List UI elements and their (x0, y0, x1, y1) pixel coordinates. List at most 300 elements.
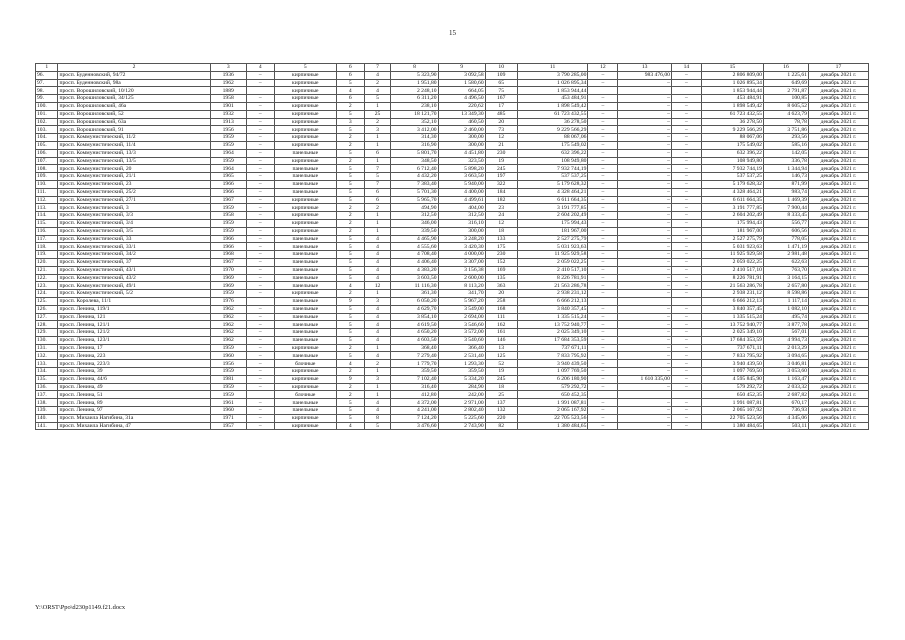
table-cell: 18 121,70 (391, 110, 438, 118)
table-cell: 78,78 (763, 118, 808, 126)
table-cell: 1 082,10 (763, 305, 808, 313)
table-cell: 8 113,20 (438, 282, 485, 290)
table-cell: 1964 (210, 165, 246, 173)
table-cell: декабрь 2021 г. (808, 219, 868, 227)
table-cell: 5 (364, 422, 391, 430)
table-cell: 5 965,70 (391, 196, 438, 204)
table-cell: – (618, 141, 672, 149)
table-row (36, 118, 869, 126)
table-cell: декабрь 2021 г. (808, 71, 868, 79)
table-cell: просп. Коммунистический, 3/5 (58, 227, 210, 235)
table-cell: декабрь 2021 г. (808, 422, 868, 430)
table-cell: 1 (364, 290, 391, 298)
table-cell: просп. Ленина, 119/1 (58, 305, 210, 313)
table-cell: 339,50 (391, 227, 438, 235)
table-cell: – (671, 360, 701, 368)
table-cell: – (246, 290, 274, 298)
table-cell: – (618, 290, 672, 298)
table-cell: – (588, 173, 618, 181)
table-cell: декабрь 2021 г. (808, 290, 868, 298)
table-cell: 316,40 (391, 383, 438, 391)
table-cell: 117. (36, 235, 58, 243)
table-cell: 20 (485, 118, 517, 126)
table-cell: – (618, 368, 672, 376)
table-cell: 312,50 (438, 212, 485, 220)
table-cell: 6 (364, 196, 391, 204)
table-cell: – (671, 266, 701, 274)
table-cell: 146 (485, 336, 517, 344)
table-cell: 4 (364, 87, 391, 95)
table-cell: 2 025 349,10 (701, 329, 763, 337)
table-cell: – (671, 227, 701, 235)
table-cell: 5 179 628,32 (517, 180, 588, 188)
table-cell: 5 (336, 196, 364, 204)
table-cell: – (246, 375, 274, 383)
table-cell: 556,77 (763, 219, 808, 227)
table-cell: 763,70 (763, 266, 808, 274)
table-row (36, 305, 869, 313)
table-cell: просп. Буденновский, 98а (58, 79, 210, 87)
table-cell: – (246, 79, 274, 87)
table-cell: кирпичные (274, 204, 336, 212)
table-cell: 2 (364, 204, 391, 212)
table-cell: 3 046,81 (763, 360, 808, 368)
table-cell: 323,50 (438, 157, 485, 165)
table-cell: – (246, 251, 274, 259)
table-cell: 2 (336, 204, 364, 212)
table-cell: 1 991 087,81 (517, 399, 588, 407)
table-cell: 2 410 517,10 (517, 266, 588, 274)
table-cell: 1 779,70 (391, 360, 438, 368)
table-cell: 2 (336, 134, 364, 142)
table-row (36, 297, 869, 305)
table-cell: 4 629,70 (391, 305, 438, 313)
table-cell: декабрь 2021 г. (808, 391, 868, 399)
table-cell: 5 (336, 79, 364, 87)
table-cell: 24 (485, 212, 517, 220)
table-cell: декабрь 2021 г. (808, 227, 868, 235)
header-cell: 1 (36, 64, 58, 72)
table-cell: просп. Коммунистический, 23 (58, 180, 210, 188)
table-cell: – (618, 274, 672, 282)
table-cell: 6 611 664,35 (517, 196, 588, 204)
table-cell: просп. Коммунистический, 34/2 (58, 251, 210, 259)
table-cell: декабрь 2021 г. (808, 282, 868, 290)
table-cell: – (246, 243, 274, 251)
table-cell: 1936 (210, 71, 246, 79)
table-cell: 3 572,00 (438, 329, 485, 337)
table-cell: 162 (485, 321, 517, 329)
table-cell: 3 940 439,50 (517, 360, 588, 368)
table-cell: 4 619,50 (391, 321, 438, 329)
table-cell: – (588, 188, 618, 196)
table-cell: 52 (485, 360, 517, 368)
table-cell: декабрь 2021 г. (808, 204, 868, 212)
table-cell: – (671, 126, 701, 134)
table-cell: 152 (485, 258, 517, 266)
table-cell: 4 (336, 87, 364, 95)
table-cell: – (671, 383, 701, 391)
table-cell: 2 657,80 (763, 282, 808, 290)
table-cell: – (246, 266, 274, 274)
table-cell: панельные (274, 235, 336, 243)
table-cell: 17 (485, 102, 517, 110)
table-cell: – (588, 399, 618, 407)
table-cell: 101. (36, 110, 58, 118)
table-cell: – (588, 282, 618, 290)
table-cell: 36 278,50 (517, 118, 588, 126)
table-cell: 131. (36, 344, 58, 352)
table-cell: – (246, 180, 274, 188)
table-cell: 2 (364, 360, 391, 368)
table-cell: кирпичные (274, 383, 336, 391)
table-cell: 120. (36, 258, 58, 266)
table-row (36, 102, 869, 110)
table-cell: 4 (364, 352, 391, 360)
table-cell: 1966 (210, 243, 246, 251)
table-row (36, 141, 869, 149)
table-cell: 3 (336, 118, 364, 126)
table-body (36, 71, 869, 430)
table-cell: 129. (36, 329, 58, 337)
table-cell: декабрь 2021 г. (808, 79, 868, 87)
table-cell: 133 (485, 235, 517, 243)
table-cell: 1958 (210, 95, 246, 103)
table-row (36, 313, 869, 321)
table-cell: 11 116,30 (391, 282, 438, 290)
table-cell: – (588, 118, 618, 126)
table-cell: 125 (485, 352, 517, 360)
table-cell: 175 549,02 (517, 141, 588, 149)
table-cell: – (671, 282, 701, 290)
table-cell: 2 (336, 102, 364, 110)
table-cell (588, 391, 618, 399)
table-cell: 4 400,00 (438, 188, 485, 196)
table-cell: 293,56 (763, 134, 808, 142)
table-cell: – (671, 375, 701, 383)
table-cell: – (588, 360, 618, 368)
table-cell: 5 (336, 352, 364, 360)
table-cell: – (588, 102, 618, 110)
table-cell: панельные (274, 243, 336, 251)
table-cell: 1959 (210, 368, 246, 376)
document-file-path: Y:\ORST\Ppo\d230p1149.f21.docx (35, 604, 126, 611)
table-row (36, 407, 869, 415)
header-cell: 11 (517, 64, 588, 72)
table-cell: 1 225,61 (763, 71, 808, 79)
table-cell: 6 (336, 95, 364, 103)
table-cell: 7 833 795,92 (701, 352, 763, 360)
table-cell: 3 092,58 (438, 71, 485, 79)
table-cell: – (246, 352, 274, 360)
table-cell: 2 410 517,10 (701, 266, 763, 274)
table-cell: панельные (274, 321, 336, 329)
table-cell: 122. (36, 274, 58, 282)
table-cell: 17 684 353,59 (517, 336, 588, 344)
table-cell: 1959 (210, 219, 246, 227)
header-cell: 15 (701, 64, 763, 72)
table-cell: – (246, 134, 274, 142)
table-cell: 5 (336, 126, 364, 134)
table-cell: – (671, 173, 701, 181)
table-cell (618, 87, 672, 95)
table-cell: просп. Коммунистический, 3 (58, 204, 210, 212)
table-cell: – (588, 141, 618, 149)
table-cell: декабрь 2021 г. (808, 313, 868, 321)
table-cell: 6 (364, 188, 391, 196)
table-cell: панельные (274, 313, 336, 321)
table-cell: 670,17 (763, 399, 808, 407)
table-cell: просп. Ворошиловский, 34/125 (58, 95, 210, 103)
table-cell: 137 (485, 399, 517, 407)
table-row (36, 274, 869, 282)
table-cell: – (618, 251, 672, 259)
table-cell: 1 (364, 157, 391, 165)
table-cell: – (671, 180, 701, 188)
table-cell: 1901 (210, 102, 246, 110)
table-cell: – (618, 329, 672, 337)
table-cell: 245 (485, 375, 517, 383)
table-row (36, 290, 869, 298)
table-cell: просп. Коммунистический, 20 (58, 165, 210, 173)
header-cell: 2 (58, 64, 210, 72)
table-cell: – (618, 360, 672, 368)
table-cell: декабрь 2021 г. (808, 321, 868, 329)
table-row (36, 375, 869, 383)
table-cell: 4 (336, 422, 364, 430)
table-cell: 181 967,00 (517, 227, 588, 235)
table-cell: 121. (36, 266, 58, 274)
table-cell: кирпичные (274, 196, 336, 204)
table-cell: кирпичные (274, 375, 336, 383)
table-cell: 5 334,20 (438, 375, 485, 383)
table-cell: 2 (336, 344, 364, 352)
table-cell: 4 (364, 274, 391, 282)
table-cell: 181 967,00 (701, 227, 763, 235)
table-cell: 983 476,00 (618, 71, 672, 79)
table-cell: 632 396,22 (517, 149, 588, 157)
header-cell: 3 (210, 64, 246, 72)
table-cell: 1 026 895,34 (517, 79, 588, 87)
table-cell: 4 465,90 (391, 235, 438, 243)
table-cell: – (246, 126, 274, 134)
table-cell: 4 (336, 360, 364, 368)
table-cell: – (671, 118, 701, 126)
table-cell: просп. Буденновский, 94/72 (58, 71, 210, 79)
table-cell: просп. Ленина, 51 (58, 391, 210, 399)
table-cell: кирпичные (274, 157, 336, 165)
table-cell: 2 065 167,92 (517, 407, 588, 415)
table-cell: просп. Коммунистический, 5/2 (58, 290, 210, 298)
table-cell: декабрь 2021 г. (808, 235, 868, 243)
table-cell: 140. (36, 414, 58, 422)
table-cell: – (671, 71, 701, 79)
table-cell: 4 (364, 336, 391, 344)
table-cell: 21 563 286,78 (517, 282, 588, 290)
table-cell: – (588, 165, 618, 173)
table-cell: 632 396,22 (701, 149, 763, 157)
table-cell: декабрь 2021 г. (808, 134, 868, 142)
table-cell: просп. Ворошиловский, 46а (58, 102, 210, 110)
table-cell: 5 940,00 (438, 180, 485, 188)
table-cell: 2 694,00 (438, 313, 485, 321)
table-cell: 110. (36, 180, 58, 188)
table-cell: – (671, 149, 701, 157)
table-cell: 2 806 809,00 (701, 71, 763, 79)
table-cell: – (588, 407, 618, 415)
table-cell: – (588, 422, 618, 430)
table-cell: 7 932 744,19 (701, 165, 763, 173)
table-cell: декабрь 2021 г. (808, 180, 868, 188)
table-row (36, 251, 869, 259)
table-cell: 5 967,20 (438, 297, 485, 305)
table-cell: 12 (364, 282, 391, 290)
table-cell: 503,11 (763, 422, 808, 430)
table-row (36, 219, 869, 227)
table-cell: – (671, 196, 701, 204)
table-cell: 778,05 (763, 235, 808, 243)
table-cell: 4 623,79 (763, 110, 808, 118)
table-cell: – (618, 243, 672, 251)
table-cell: 2 (336, 212, 364, 220)
table-cell: 1971 (210, 414, 246, 422)
table-cell: – (588, 368, 618, 376)
table-cell: 453 484,91 (517, 95, 588, 103)
table-cell: 135. (36, 375, 58, 383)
table-cell: – (671, 274, 701, 282)
table-cell: блочные (274, 391, 336, 399)
table-cell: 13 349,30 (438, 110, 485, 118)
table-cell: – (246, 305, 274, 313)
header-cell: 16 (763, 64, 808, 72)
table-cell: 108. (36, 165, 58, 173)
table-cell: – (618, 173, 672, 181)
table-cell: просп. Ленина, 123/1 (58, 336, 210, 344)
table-cell: 126. (36, 305, 58, 313)
table-cell: 124. (36, 290, 58, 298)
table-cell: – (671, 141, 701, 149)
table-row (36, 243, 869, 251)
table-cell: – (671, 290, 701, 298)
table-cell: просп. Коммунистический, 43/1 (58, 266, 210, 274)
table-cell: 1962 (210, 305, 246, 313)
table-cell: просп. Ворошиловский, 10/120 (58, 87, 210, 95)
table-cell: кирпичные (274, 414, 336, 422)
table-cell: 1961 (210, 399, 246, 407)
table-cell: панельные (274, 188, 336, 196)
header-cell: 14 (671, 64, 701, 72)
table-cell: 1966 (210, 235, 246, 243)
table-cell: 7 932 744,19 (517, 165, 588, 173)
table-cell: 622,63 (763, 258, 808, 266)
table-cell: 2 600,00 (438, 274, 485, 282)
table-cell: декабрь 2021 г. (808, 157, 868, 165)
table-cell: 4 555,60 (391, 243, 438, 251)
table-cell: кирпичные (274, 110, 336, 118)
table-cell: 3 476,60 (391, 422, 438, 430)
table-cell (588, 297, 618, 305)
table-row (36, 360, 869, 368)
table-cell: 4 241,00 (391, 407, 438, 415)
table-cell: – (618, 110, 672, 118)
table-cell: 1 853 944,44 (517, 87, 588, 95)
table-cell: панельные (274, 329, 336, 337)
table-cell: 88 067,06 (517, 134, 588, 142)
table-cell: – (246, 219, 274, 227)
page-number: 15 (449, 29, 456, 37)
table-cell: – (618, 352, 672, 360)
table-cell: 567,01 (763, 329, 808, 337)
table-cell: 4 000,00 (438, 251, 485, 259)
table-cell: 366,40 (438, 344, 485, 352)
table-cell: 1 (364, 141, 391, 149)
table-cell: 5 (336, 235, 364, 243)
table-cell: 5 (336, 399, 364, 407)
table-cell: 5 898,20 (438, 165, 485, 173)
table-cell: – (671, 258, 701, 266)
table-cell: 25 (485, 391, 517, 399)
table-cell: 106. (36, 149, 58, 157)
table-cell: 4 (364, 235, 391, 243)
table-cell: 4 406,40 (391, 258, 438, 266)
table-cell: 230 (485, 149, 517, 157)
table-cell: 6 712,40 (391, 165, 438, 173)
table-cell: панельные (274, 251, 336, 259)
table-cell: 5 (336, 149, 364, 157)
table-cell: 2 033,32 (763, 383, 808, 391)
table-cell: 6 666 212,13 (517, 297, 588, 305)
table-cell: просп. Ленина, 44/6 (58, 375, 210, 383)
table-row (36, 79, 869, 87)
table-cell: 105. (36, 141, 58, 149)
table-cell: 2 013,29 (763, 344, 808, 352)
table-cell: – (246, 157, 274, 165)
table-cell: 4 383,20 (391, 266, 438, 274)
table-cell: кирпичные (274, 141, 336, 149)
table-cell: – (618, 399, 672, 407)
table-cell: 7 833 795,92 (517, 352, 588, 360)
table-cell: 197 (485, 173, 517, 181)
table-cell: 116. (36, 227, 58, 235)
table-cell: 5 801,70 (391, 149, 438, 157)
table-cell: – (618, 126, 672, 134)
table-cell: 1964 (210, 149, 246, 157)
table-cell: – (618, 336, 672, 344)
table-cell: – (588, 290, 618, 298)
table-cell: 3 (364, 297, 391, 305)
table-cell: 3 307,00 (438, 258, 485, 266)
table-cell: 98. (36, 87, 58, 95)
table-cell: – (671, 102, 701, 110)
header-cell: 9 (438, 64, 485, 72)
table-cell: 585,16 (763, 141, 808, 149)
table-cell: 258 (485, 297, 517, 305)
table-cell: – (246, 227, 274, 235)
table-cell: 5 (364, 95, 391, 103)
table-cell: 2 802,40 (438, 407, 485, 415)
table-cell: 1 293,30 (438, 360, 485, 368)
table-cell: 100. (36, 102, 58, 110)
table-cell: просп. Коммунистический, 49/1 (58, 282, 210, 290)
table-cell: 1962 (210, 329, 246, 337)
table-cell: – (588, 157, 618, 165)
table-cell: – (618, 305, 672, 313)
table-cell: 125. (36, 297, 58, 305)
table-cell: 649,69 (763, 79, 808, 87)
table-cell: декабрь 2021 г. (808, 141, 868, 149)
table-cell (618, 391, 672, 399)
table-cell: 1970 (210, 266, 246, 274)
